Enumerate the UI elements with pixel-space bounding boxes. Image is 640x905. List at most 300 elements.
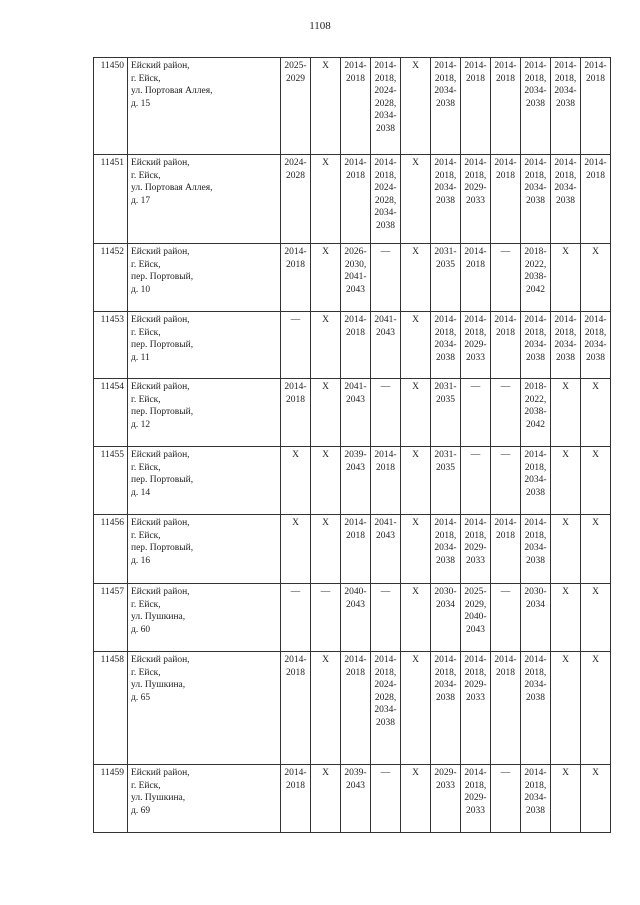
period-line: 2038: [526, 352, 545, 363]
table-row: [94, 244, 611, 312]
period-line: —: [470, 450, 481, 460]
period-line: X: [592, 518, 599, 528]
period-line: 2039-: [344, 768, 367, 778]
period-line: 2014-: [344, 518, 367, 528]
period-line: X: [322, 382, 329, 392]
period-line: X: [412, 382, 419, 392]
period-line: 2014-: [524, 450, 547, 460]
period-line: 2034-: [374, 208, 397, 218]
table-row: [94, 515, 611, 584]
period-cell: [551, 312, 581, 379]
address-line: Ейский район,: [131, 382, 190, 392]
period-line: —: [500, 450, 511, 460]
period-line: 2014-: [464, 247, 487, 257]
period-line: 2018: [496, 327, 515, 338]
period-cell: [581, 244, 611, 312]
period-cell: [371, 765, 401, 833]
period-line: 2014-: [464, 655, 487, 665]
period-line: 2043: [346, 462, 365, 473]
period-line: 2014-: [434, 655, 457, 665]
period-cell: [341, 312, 371, 379]
period-cell: [371, 244, 401, 312]
period-line: 2014-: [374, 655, 397, 665]
period-line: X: [322, 450, 329, 460]
period-cell: [581, 584, 611, 652]
period-line: 2043: [346, 780, 365, 791]
period-line: 2018: [466, 259, 485, 270]
address-line: д. 69: [131, 805, 151, 816]
period-line: 2018: [286, 667, 305, 678]
period-cell: [371, 584, 401, 652]
period-line: 2043: [346, 284, 365, 295]
period-cell: [401, 652, 431, 765]
period-line: 2040-: [344, 587, 367, 597]
period-line: X: [562, 587, 569, 597]
period-line: X: [592, 655, 599, 665]
period-line: 2025-: [464, 587, 487, 597]
address-cell: [128, 155, 281, 244]
period-line: 2014-: [464, 61, 487, 71]
period-line: 2038: [556, 98, 575, 109]
address-line: г. Ейск,: [131, 327, 161, 338]
address-line: ул. Портовая Аллея,: [131, 86, 213, 96]
period-line: 2038: [526, 692, 545, 703]
period-line: X: [412, 768, 419, 778]
address-line: д. 60: [131, 624, 151, 635]
period-line: 2038: [526, 195, 545, 206]
period-line: —: [470, 382, 481, 392]
period-line: 2014-: [524, 518, 547, 528]
period-cell: [521, 312, 551, 379]
period-line: 2018-: [524, 382, 547, 392]
period-line: 2018,: [434, 327, 457, 338]
period-cell: [341, 447, 371, 515]
address-line: Ейский район,: [131, 587, 190, 597]
period-line: 2014-: [464, 315, 487, 325]
address-line: ул. Пушкина,: [131, 680, 186, 690]
address-cell: [128, 652, 281, 765]
period-cell: [341, 652, 371, 765]
period-line: 2034-: [524, 340, 547, 350]
address-line: пер. Портовый,: [131, 272, 194, 282]
period-cell: [461, 244, 491, 312]
period-line: —: [320, 587, 331, 597]
page-number: 1108: [309, 20, 331, 32]
period-cell: [341, 58, 371, 155]
table-row: [94, 155, 611, 244]
period-cell: [581, 58, 611, 155]
period-line: 2029-: [464, 680, 487, 690]
period-line: 2014-: [344, 655, 367, 665]
period-line: 2038-: [524, 272, 547, 282]
period-line: 2018: [496, 73, 515, 84]
period-line: X: [322, 518, 329, 528]
period-line: X: [592, 587, 599, 597]
period-line: 2043: [466, 624, 485, 635]
period-line: 2018: [496, 667, 515, 678]
period-line: 2041-: [374, 315, 397, 325]
period-cell: [491, 379, 521, 447]
period-cell: [491, 584, 521, 652]
period-line: X: [412, 158, 419, 168]
period-line: 2038: [556, 352, 575, 363]
period-cell: [491, 58, 521, 155]
period-line: —: [380, 247, 391, 257]
period-cell: [431, 447, 461, 515]
period-cell: [581, 155, 611, 244]
period-line: 2038: [526, 805, 545, 816]
period-line: 2028,: [374, 195, 397, 206]
period-line: X: [322, 768, 329, 778]
period-line: 2014-: [524, 315, 547, 325]
address-line: д. 12: [131, 419, 151, 430]
period-line: 2014-: [344, 158, 367, 168]
address-line: Ейский район,: [131, 158, 190, 168]
period-line: 2038: [376, 717, 395, 728]
period-line: 2034-: [434, 543, 457, 553]
period-line: 2029-: [464, 793, 487, 803]
period-line: X: [412, 315, 419, 325]
period-line: 2042: [526, 419, 545, 430]
address-line: д. 65: [131, 692, 151, 703]
period-line: 2026-: [344, 247, 367, 257]
address-cell: [128, 765, 281, 833]
period-cell: [521, 515, 551, 584]
period-line: 2029-: [464, 543, 487, 553]
address-line: Ейский район,: [131, 450, 190, 460]
period-line: X: [592, 768, 599, 778]
period-cell: [371, 379, 401, 447]
period-cell: [461, 447, 491, 515]
period-cell: [521, 244, 551, 312]
period-line: 2034-: [434, 680, 457, 690]
period-cell: [461, 584, 491, 652]
period-line: 2018,: [374, 73, 397, 84]
period-line: 2018: [346, 667, 365, 678]
period-cell: [281, 244, 311, 312]
address-line: Ейский район,: [131, 655, 190, 665]
period-line: 2014-: [554, 158, 577, 168]
period-line: 2018: [286, 394, 305, 405]
period-cell: [521, 447, 551, 515]
period-line: X: [322, 61, 329, 71]
period-line: 2014-: [434, 61, 457, 71]
address-line: Ейский район,: [131, 315, 190, 325]
period-line: 2014-: [374, 158, 397, 168]
address-line: д. 14: [131, 487, 151, 498]
period-line: 2038: [526, 555, 545, 566]
period-line: 2014-: [524, 158, 547, 168]
period-cell: [431, 652, 461, 765]
period-cell: [431, 379, 461, 447]
period-line: 2038: [526, 487, 545, 498]
table-row: [94, 447, 611, 515]
period-line: 2040-: [464, 612, 487, 622]
period-line: 2018,: [584, 327, 607, 338]
address-line: пер. Портовый,: [131, 543, 194, 553]
period-cell: [491, 312, 521, 379]
period-line: 2014-: [494, 655, 517, 665]
address-line: ул. Пушкина,: [131, 612, 186, 622]
period-cell: [311, 652, 341, 765]
period-line: 2034-: [524, 86, 547, 96]
period-line: 2033: [466, 805, 485, 816]
period-cell: [401, 155, 431, 244]
period-cell: [551, 447, 581, 515]
row-number-cell: 11452: [94, 244, 128, 312]
row-number-cell: 11458: [94, 652, 128, 765]
period-line: 2018,: [524, 667, 547, 678]
period-line: —: [500, 587, 511, 597]
period-line: X: [592, 247, 599, 257]
period-line: 2034-: [434, 183, 457, 193]
period-line: 2024-: [374, 183, 397, 193]
period-line: X: [592, 382, 599, 392]
period-line: 2014-: [584, 158, 607, 168]
period-cell: [581, 515, 611, 584]
period-line: 2014-: [284, 768, 307, 778]
period-line: 2025-: [284, 61, 307, 71]
period-line: 2018,: [524, 73, 547, 84]
period-line: 2033: [466, 352, 485, 363]
period-line: 2018: [586, 73, 605, 84]
period-cell: [521, 155, 551, 244]
period-line: 2031-: [434, 382, 457, 392]
period-line: 2018-: [524, 247, 547, 257]
period-line: X: [562, 518, 569, 528]
period-line: 2018,: [554, 170, 577, 181]
period-line: 2014-: [554, 61, 577, 71]
address-cell: [128, 58, 281, 155]
period-line: 2014-: [284, 655, 307, 665]
period-line: 2034-: [554, 86, 577, 96]
period-cell: [581, 652, 611, 765]
period-cell: [461, 155, 491, 244]
address-line: Ейский район,: [131, 247, 190, 257]
period-cell: [581, 765, 611, 833]
period-line: 2018: [346, 170, 365, 181]
address-line: д. 15: [131, 98, 151, 109]
period-line: 2018,: [464, 530, 487, 541]
period-cell: [341, 155, 371, 244]
period-line: 2018,: [524, 170, 547, 181]
period-line: —: [290, 587, 301, 597]
period-line: 2028,: [374, 692, 397, 703]
period-line: 2030,: [344, 259, 367, 270]
period-cell: [311, 584, 341, 652]
address-cell: [128, 244, 281, 312]
period-cell: [371, 447, 401, 515]
table-row: [94, 765, 611, 833]
period-line: 2024-: [374, 86, 397, 96]
period-cell: [341, 584, 371, 652]
period-line: 2033: [436, 780, 455, 791]
address-line: г. Ейск,: [131, 394, 161, 405]
period-line: X: [562, 247, 569, 257]
period-cell: [431, 155, 461, 244]
period-line: 2014-: [464, 518, 487, 528]
period-line: 2018,: [374, 667, 397, 678]
period-cell: [551, 155, 581, 244]
period-line: 2018: [346, 73, 365, 84]
period-line: —: [500, 382, 511, 392]
period-cell: [341, 765, 371, 833]
period-cell: [401, 312, 431, 379]
period-line: 2022,: [524, 394, 547, 405]
period-cell: [581, 447, 611, 515]
period-line: 2038: [586, 352, 605, 363]
period-line: 2024-: [374, 680, 397, 690]
period-line: 2034-: [434, 86, 457, 96]
period-line: X: [322, 247, 329, 257]
period-cell: [281, 58, 311, 155]
period-line: 2034-: [374, 705, 397, 715]
period-cell: [521, 58, 551, 155]
period-cell: [401, 515, 431, 584]
period-line: 2018: [376, 462, 395, 473]
period-cell: [311, 447, 341, 515]
address-line: г. Ейск,: [131, 530, 161, 541]
address-line: пер. Портовый,: [131, 340, 194, 350]
period-line: X: [562, 655, 569, 665]
period-cell: [401, 58, 431, 155]
row-number-cell: 11450: [94, 58, 128, 155]
period-line: 2038: [436, 555, 455, 566]
address-line: г. Ейск,: [131, 667, 161, 678]
period-cell: [311, 765, 341, 833]
period-line: —: [500, 247, 511, 257]
period-line: 2018: [286, 259, 305, 270]
period-line: 2029,: [464, 599, 487, 610]
period-line: 2018,: [524, 462, 547, 473]
period-line: 2038: [526, 98, 545, 109]
period-line: 2033: [466, 555, 485, 566]
table-body: [94, 58, 611, 833]
period-cell: [551, 765, 581, 833]
period-line: 2014-: [584, 315, 607, 325]
period-line: X: [412, 655, 419, 665]
address-line: пер. Портовый,: [131, 407, 194, 417]
period-cell: [401, 765, 431, 833]
address-line: г. Ейск,: [131, 170, 161, 181]
period-line: 2014-: [584, 61, 607, 71]
period-line: 2014-: [284, 382, 307, 392]
address-line: г. Ейск,: [131, 599, 161, 610]
period-line: 2035: [436, 462, 455, 473]
period-line: 2038: [436, 352, 455, 363]
period-cell: [491, 765, 521, 833]
period-line: 2028: [286, 170, 305, 181]
address-cell: [128, 584, 281, 652]
period-line: 2018: [496, 530, 515, 541]
period-line: X: [292, 518, 299, 528]
period-line: 2035: [436, 394, 455, 405]
period-line: 2041-: [374, 518, 397, 528]
period-line: X: [412, 587, 419, 597]
period-line: 2034: [526, 599, 545, 610]
period-line: 2018,: [464, 327, 487, 338]
period-line: 2041-: [344, 382, 367, 392]
period-cell: [311, 312, 341, 379]
row-number-cell: 11457: [94, 584, 128, 652]
period-cell: [311, 515, 341, 584]
period-line: 2034-: [524, 680, 547, 690]
period-line: 2034-: [524, 793, 547, 803]
period-line: 2028,: [374, 98, 397, 109]
period-cell: [581, 379, 611, 447]
period-cell: [521, 584, 551, 652]
address-cell: [128, 447, 281, 515]
period-line: 2014-: [374, 450, 397, 460]
period-line: —: [380, 382, 391, 392]
period-line: 2014-: [524, 768, 547, 778]
period-line: 2043: [376, 530, 395, 541]
row-number-cell: 11453: [94, 312, 128, 379]
period-line: 2043: [346, 394, 365, 405]
period-cell: [281, 155, 311, 244]
period-line: 2038: [376, 123, 395, 134]
period-cell: [311, 379, 341, 447]
address-line: пер. Портовый,: [131, 475, 194, 485]
period-cell: [371, 58, 401, 155]
address-line: Ейский район,: [131, 518, 190, 528]
address-line: ул. Портовая Аллея,: [131, 183, 213, 193]
period-cell: [281, 447, 311, 515]
period-line: 2033: [466, 195, 485, 206]
period-line: 2014-: [524, 655, 547, 665]
period-cell: [461, 58, 491, 155]
period-cell: [341, 244, 371, 312]
period-line: 2018,: [434, 667, 457, 678]
period-line: 2018: [496, 170, 515, 181]
period-cell: [491, 447, 521, 515]
period-line: 2014-: [434, 315, 457, 325]
period-cell: [521, 765, 551, 833]
table-row: [94, 379, 611, 447]
period-line: —: [380, 587, 391, 597]
period-line: 2031-: [434, 247, 457, 257]
period-cell: [281, 312, 311, 379]
period-line: —: [500, 768, 511, 778]
period-cell: [521, 379, 551, 447]
period-line: 2018: [346, 327, 365, 338]
period-cell: [551, 515, 581, 584]
period-line: X: [412, 247, 419, 257]
period-line: 2018,: [434, 73, 457, 84]
period-cell: [431, 58, 461, 155]
period-line: 2038: [436, 98, 455, 109]
period-line: 2030-: [524, 587, 547, 597]
period-cell: [431, 515, 461, 584]
period-cell: [281, 379, 311, 447]
period-cell: [281, 765, 311, 833]
period-cell: [311, 155, 341, 244]
period-line: X: [292, 450, 299, 460]
period-line: 2034-: [524, 475, 547, 485]
table-row: [94, 584, 611, 652]
period-line: 2039-: [344, 450, 367, 460]
period-line: 2014-: [464, 768, 487, 778]
period-line: X: [322, 315, 329, 325]
period-line: 2035: [436, 259, 455, 270]
period-cell: [551, 58, 581, 155]
period-line: X: [412, 61, 419, 71]
period-line: X: [562, 382, 569, 392]
period-line: 2018: [586, 170, 605, 181]
period-cell: [281, 652, 311, 765]
period-cell: [371, 312, 401, 379]
address-cell: [128, 312, 281, 379]
